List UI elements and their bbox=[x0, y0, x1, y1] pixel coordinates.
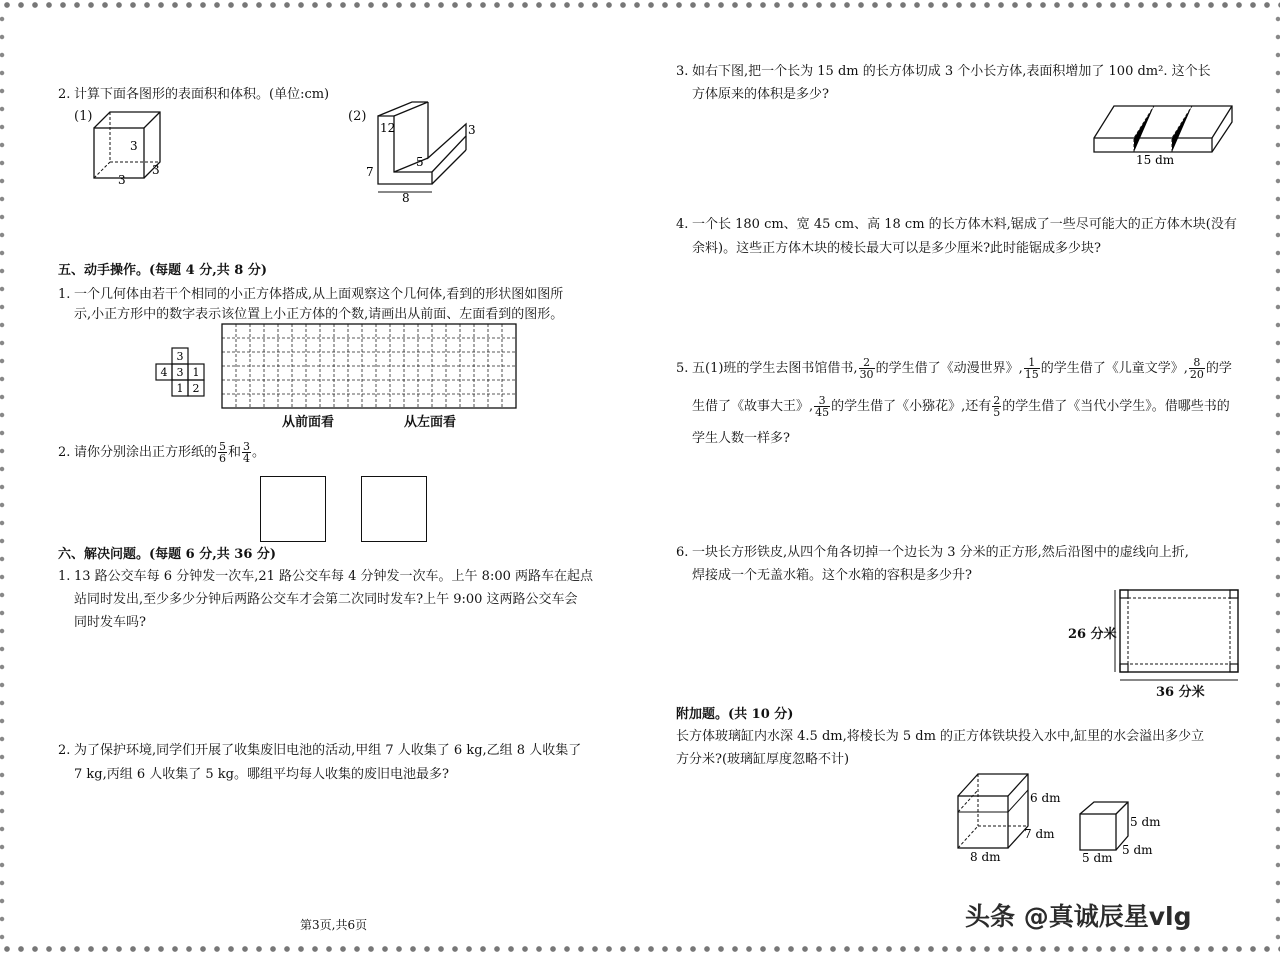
fraction: $\frac{2}{30}$ bbox=[859, 356, 874, 381]
cell-number: 3 bbox=[176, 350, 184, 363]
question-text: 一个几何体由若干个相同的小正方体搭成,从上面观察这个几何体,看到的形状图如图所 bbox=[74, 287, 564, 302]
perforation-top bbox=[0, 0, 1280, 12]
iron-cube-figure bbox=[1078, 800, 1178, 870]
cell-number: 4 bbox=[160, 366, 168, 379]
dim-label: 8 dm bbox=[970, 850, 1001, 864]
question-number: 6. bbox=[676, 545, 689, 560]
figure-label: (1) bbox=[74, 109, 93, 124]
fraction: $\frac{1}{15}$ bbox=[1024, 356, 1039, 381]
fraction: $\frac{8}{20}$ bbox=[1189, 356, 1204, 381]
question-number: 5. bbox=[676, 361, 689, 376]
cell-number: 1 bbox=[176, 382, 184, 395]
dim-label: 15 dm bbox=[1136, 153, 1175, 167]
dim-label-height: 26 分米 bbox=[1068, 627, 1117, 642]
question-text: 方体原来的体积是多少? bbox=[692, 87, 829, 102]
cell-number: 1 bbox=[192, 366, 200, 379]
question-number: 4. bbox=[676, 217, 689, 232]
question-text: 生借了《故事大王》, $\frac{3}{45}$ 的学生借了《小猕花》,还有 $\frac{2}{5}$ 的学生借了《当代小学生》。借哪些书的 bbox=[692, 394, 1230, 419]
drawing-grid[interactable] bbox=[222, 324, 516, 408]
question-text: 示,小正方形中的数字表示该位置上小正方体的个数,请画出从前面、左面看到的图形。 bbox=[74, 307, 564, 322]
iron-sheet-figure bbox=[1112, 588, 1272, 698]
fraction: $\frac{3}{4}$ bbox=[243, 440, 251, 465]
dim-label: 5 dm bbox=[1130, 815, 1161, 829]
question-text: 同时发车吗? bbox=[74, 615, 146, 630]
question-number: 2. bbox=[58, 445, 71, 460]
question-number: 2. bbox=[58, 743, 71, 758]
watermark: 头条 @真诚辰星vlg bbox=[965, 902, 1192, 931]
dim-label: 12 bbox=[380, 121, 396, 135]
grid-label-front: 从前面看 bbox=[282, 415, 335, 430]
perforation-right bbox=[1273, 10, 1280, 940]
dim-label: 3 bbox=[468, 123, 476, 137]
dim-label-width: 36 分米 bbox=[1156, 685, 1205, 700]
dim-label: 5 dm bbox=[1082, 851, 1113, 865]
square-paper[interactable] bbox=[361, 476, 427, 542]
question-number: 1. bbox=[58, 569, 71, 584]
dim-label: 8 bbox=[402, 191, 410, 205]
question-text: 如右下图,把一个长为 15 dm 的长方体切成 3 个小长方体,表面积增加了 100 dm². 这个长 bbox=[692, 64, 1211, 79]
question-text: 长方体玻璃缸内水深 4.5 dm,将棱长为 5 dm 的正方体铁块投入水中,缸里的水会溢出多少立 bbox=[676, 729, 1205, 744]
square-paper[interactable] bbox=[260, 476, 326, 542]
dim-label: 3 bbox=[152, 163, 160, 177]
glass-tank-figure bbox=[956, 772, 1076, 862]
dim-label: 3 bbox=[130, 139, 138, 153]
cell-number: 2 bbox=[192, 382, 200, 395]
fraction: $\frac{5}{6}$ bbox=[219, 440, 227, 465]
figure-label: (2) bbox=[348, 109, 367, 124]
question-text: 7 kg,丙组 6 人收集了 5 kg。哪组平均每人收集的废旧电池最多? bbox=[74, 767, 449, 782]
question-text: 五(1)班的学生去图书馆借书, $\frac{2}{30}$ 的学生借了《动漫世界》, $\frac{1}{15}$ 的学生借了《儿童文学》, $\frac{8}{20}$ 的学 bbox=[692, 356, 1232, 381]
question-number: 2. bbox=[58, 87, 71, 102]
cube-figure bbox=[90, 108, 170, 188]
question-text: 一块长方形铁皮,从四个角各切掉一个边长为 3 分米的正方形,然后沿图中的虚线向上折, bbox=[692, 545, 1189, 560]
question-text: 一个长 180 cm、宽 45 cm、高 18 cm 的长方体木料,锯成了一些尽可能大的正方体木块(没有 bbox=[692, 217, 1237, 232]
page-footer: 第3页,共6页 bbox=[300, 918, 368, 932]
perforation-bottom bbox=[0, 942, 1280, 956]
dim-label: 5 dm bbox=[1122, 843, 1153, 857]
l-shape-prism-figure bbox=[366, 104, 476, 204]
question-text: 计算下面各图形的表面积和体积。(单位:cm) bbox=[74, 87, 330, 102]
top-view-grid bbox=[156, 348, 216, 408]
section-heading: 六、解决问题。(每题 6 分,共 36 分) bbox=[58, 547, 277, 562]
dim-label: 5 bbox=[416, 155, 424, 169]
question-text: 站同时发出,至少多少分钟后两路公交车才会第二次同时发车?上午 9:00 这两路公交车会 bbox=[74, 592, 578, 607]
dim-label: 7 dm bbox=[1024, 827, 1055, 841]
dim-label: 3 bbox=[118, 173, 126, 187]
question-number: 1. bbox=[58, 287, 71, 302]
cuboid-cut-figure bbox=[1094, 104, 1244, 167]
grid-label-left: 从左面看 bbox=[404, 415, 457, 430]
question-number: 3. bbox=[676, 64, 689, 79]
bonus-heading: 附加题。(共 10 分) bbox=[676, 707, 794, 722]
question-text: 请你分别涂出正方形纸的 $\frac{5}{6}$ 和 $\frac{3}{4}$ 。 bbox=[74, 440, 266, 465]
question-text: 方分米?(玻璃缸厚度忽略不计) bbox=[676, 752, 850, 767]
question-text: 学生人数一样多? bbox=[692, 431, 790, 446]
cell-number: 3 bbox=[176, 366, 184, 379]
perforation-left bbox=[0, 10, 7, 940]
question-text: 焊接成一个无盖水箱。这个水箱的容积是多少升? bbox=[692, 568, 972, 583]
question-text: 13 路公交车每 6 分钟发一次车,21 路公交车每 4 分钟发一次车。上午 8:00 两路车在起点 bbox=[74, 569, 594, 584]
dim-label: 6 dm bbox=[1030, 791, 1061, 805]
dim-label: 7 bbox=[366, 165, 374, 179]
question-text: 余料)。这些正方体木块的棱长最大可以是多少厘米?此时能锯成多少块? bbox=[692, 241, 1102, 256]
fraction: $\frac{2}{5}$ bbox=[993, 394, 1001, 419]
section-heading: 五、动手操作。(每题 4 分,共 8 分) bbox=[58, 263, 268, 278]
question-text: 为了保护环境,同学们开展了收集废旧电池的活动,甲组 7 人收集了 6 kg,乙组 8 人收集了 bbox=[74, 743, 582, 758]
fraction: $\frac{3}{45}$ bbox=[815, 394, 830, 419]
